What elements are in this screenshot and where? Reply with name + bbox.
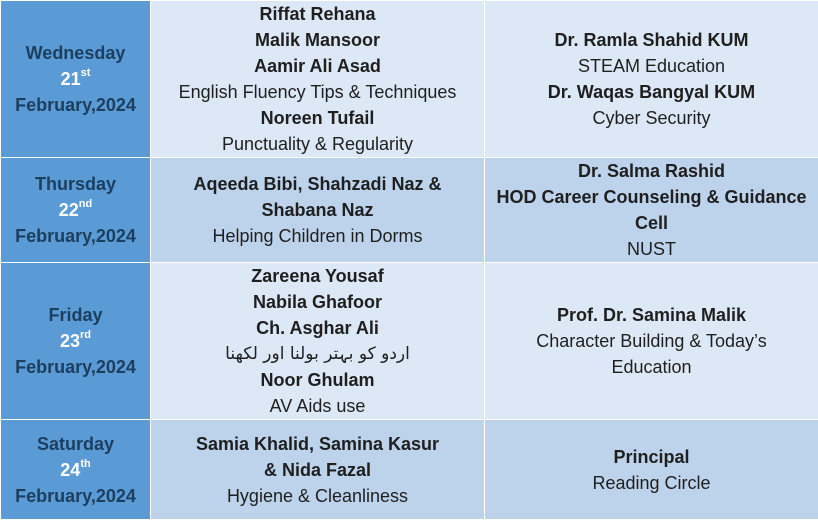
resource-persons-cell <box>151 420 485 520</box>
guest-speaker-cell <box>485 420 818 520</box>
day-number: 22 <box>59 200 79 220</box>
day-suffix: rd <box>80 329 91 341</box>
session-topic: Reading Circle <box>485 470 818 496</box>
session-topic-urdu: اردو کو بہتر بولنا اور لکھنا <box>151 341 484 367</box>
resource-persons-cell <box>151 263 485 420</box>
month-year: February,2024 <box>1 223 150 249</box>
day-name: Friday <box>1 302 150 328</box>
schedule-row-wednesday <box>1 1 818 158</box>
session-topic: Punctuality & Regularity <box>151 131 484 157</box>
speaker-name: Zareena Yousaf <box>151 263 484 289</box>
speaker-title: HOD Career Counseling & Guidance <box>485 184 818 210</box>
speaker-name: Riffat Rehana <box>151 1 484 27</box>
month-year: February,2024 <box>1 92 150 118</box>
day-cell <box>1 420 151 520</box>
day-suffix: nd <box>79 198 92 210</box>
speaker-organization: NUST <box>485 236 818 262</box>
day-cell <box>1 1 151 158</box>
guest-speaker-cell <box>485 1 818 158</box>
day-name: Saturday <box>1 431 150 457</box>
day-number: 23 <box>60 331 80 351</box>
day-number: 24 <box>60 460 80 480</box>
month-year: February,2024 <box>1 483 150 509</box>
speaker-name: Malik Mansoor <box>151 27 484 53</box>
session-topic: Hygiene & Cleanliness <box>151 483 484 509</box>
session-topic: STEAM Education <box>485 53 818 79</box>
speaker-name: Ch. Asghar Ali <box>151 315 484 341</box>
speaker-name: Samia Khalid, Samina Kasur <box>151 431 484 457</box>
session-topic: English Fluency Tips & Techniques <box>151 79 484 105</box>
speaker-name: Noor Ghulam <box>151 367 484 393</box>
speaker-name: Nabila Ghafoor <box>151 289 484 315</box>
guest-speaker-cell <box>485 158 818 263</box>
day-name: Thursday <box>1 171 150 197</box>
speaker-name: Principal <box>485 444 818 470</box>
session-topic: Education <box>485 354 818 380</box>
speaker-name: Dr. Waqas Bangyal KUM <box>485 79 818 105</box>
day-cell <box>1 158 151 263</box>
speaker-name: Prof. Dr. Samina Malik <box>485 302 818 328</box>
session-topic: Helping Children in Dorms <box>151 223 484 249</box>
speaker-title: Cell <box>485 210 818 236</box>
schedule-row-saturday <box>1 420 818 520</box>
speaker-name: Aqeeda Bibi, Shahzadi Naz & <box>151 171 484 197</box>
day-cell <box>1 263 151 420</box>
speaker-name: Noreen Tufail <box>151 105 484 131</box>
speaker-name: Dr. Salma Rashid <box>485 158 818 184</box>
session-topic: Character Building & Today’s <box>485 328 818 354</box>
speaker-name: Shabana Naz <box>151 197 484 223</box>
speaker-name: & Nida Fazal <box>151 457 484 483</box>
resource-persons-cell <box>151 1 485 158</box>
session-topic: Cyber Security <box>485 105 818 131</box>
schedule-row-friday <box>1 263 818 420</box>
month-year: February,2024 <box>1 354 150 380</box>
session-topic: AV Aids use <box>151 393 484 419</box>
guest-speaker-cell <box>485 263 818 420</box>
speaker-name: Dr. Ramla Shahid KUM <box>485 27 818 53</box>
day-name: Wednesday <box>1 40 150 66</box>
day-number: 21 <box>61 69 81 89</box>
resource-persons-cell <box>151 158 485 263</box>
day-suffix: th <box>80 458 90 470</box>
speaker-name: Aamir Ali Asad <box>151 53 484 79</box>
schedule-row-thursday <box>1 158 818 263</box>
day-suffix: st <box>81 67 91 79</box>
